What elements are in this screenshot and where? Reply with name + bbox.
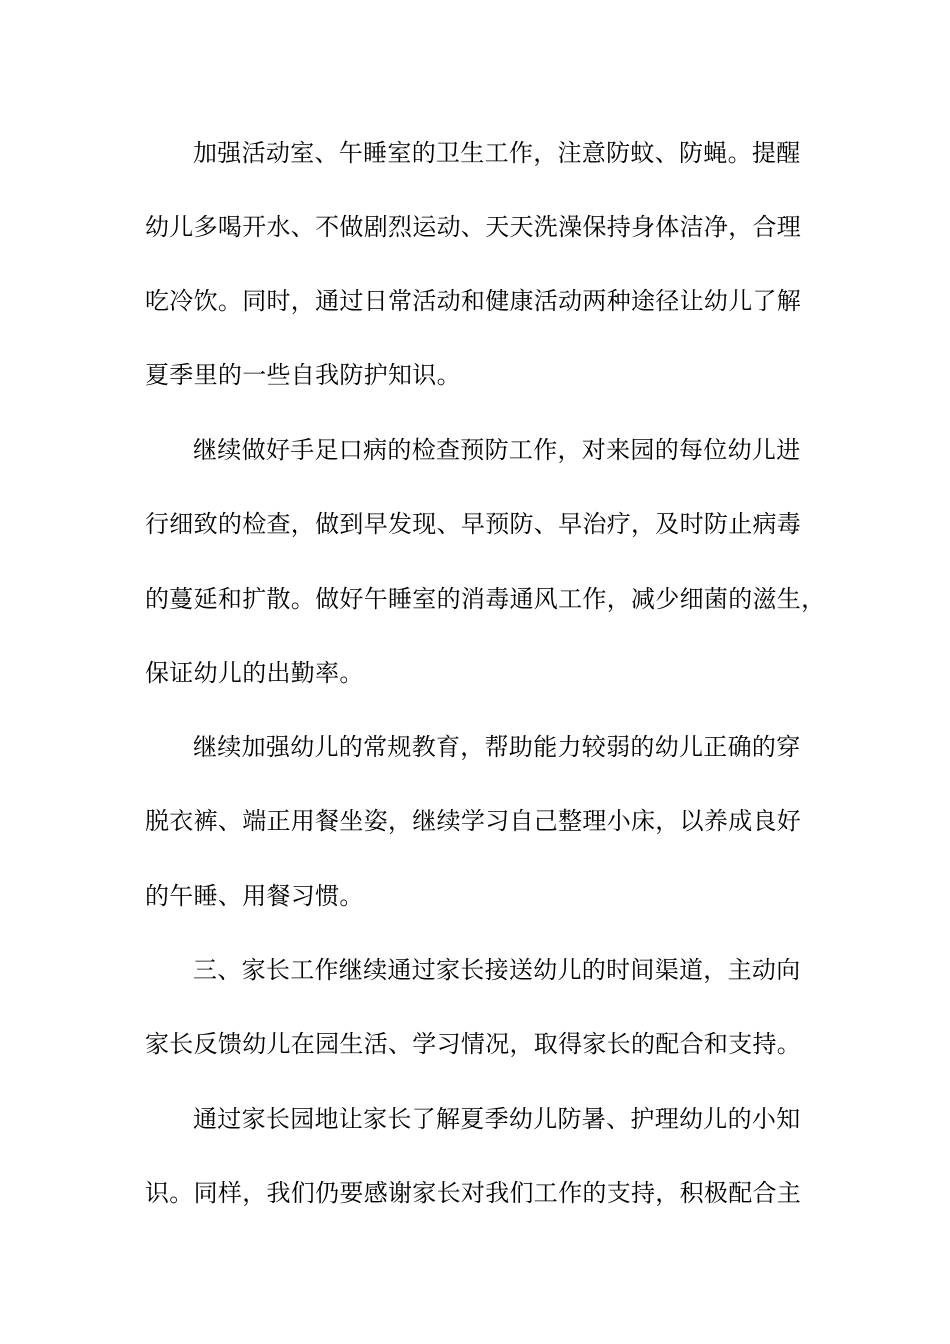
paragraph-line: 保证幼儿的出勤率。 — [145, 659, 364, 687]
paragraph-line: 继续做好手足口病的检查预防工作，对来园的每位幼儿进 — [193, 436, 801, 464]
paragraph-line: 通过家长园地让家长了解夏季幼儿防暑、护理幼儿的小知 — [193, 1105, 801, 1133]
paragraph-line: 的午睡、用餐习惯。 — [145, 882, 364, 910]
paragraph-line: 行细致的检查，做到早发现、早预防、早治疗，及时防止病毒 — [145, 510, 802, 538]
paragraph-line: 继续加强幼儿的常规教育，帮助能力较弱的幼儿正确的穿 — [193, 733, 801, 761]
paragraph-line: 识。同样，我们仍要感谢家长对我们工作的支持，积极配合主 — [145, 1179, 802, 1207]
paragraph-line: 家长反馈幼儿在园生活、学习情况，取得家长的配合和支持。 — [145, 1030, 802, 1058]
paragraph-line: 的蔓延和扩散。做好午睡室的消毒通风工作，减少细菌的滋生， — [145, 585, 826, 613]
paragraph-line: 幼儿多喝开水、不做剧烈运动、天天洗澡保持身体洁净，合理 — [145, 213, 802, 241]
paragraph-line: 吃冷饮。同时，通过日常活动和健康活动两种途径让幼儿了解 — [145, 287, 802, 315]
paragraph-line: 三、家长工作继续通过家长接送幼儿的时间渠道，主动向 — [193, 956, 801, 984]
paragraph-line: 夏季里的一些自我防护知识。 — [145, 361, 461, 389]
paragraph-line: 加强活动室、午睡室的卫生工作，注意防蚊、防蝇。提醒 — [193, 139, 801, 167]
paragraph-line: 脱衣裤、端正用餐坐姿，继续学习自己整理小床，以养成良好 — [145, 807, 802, 835]
